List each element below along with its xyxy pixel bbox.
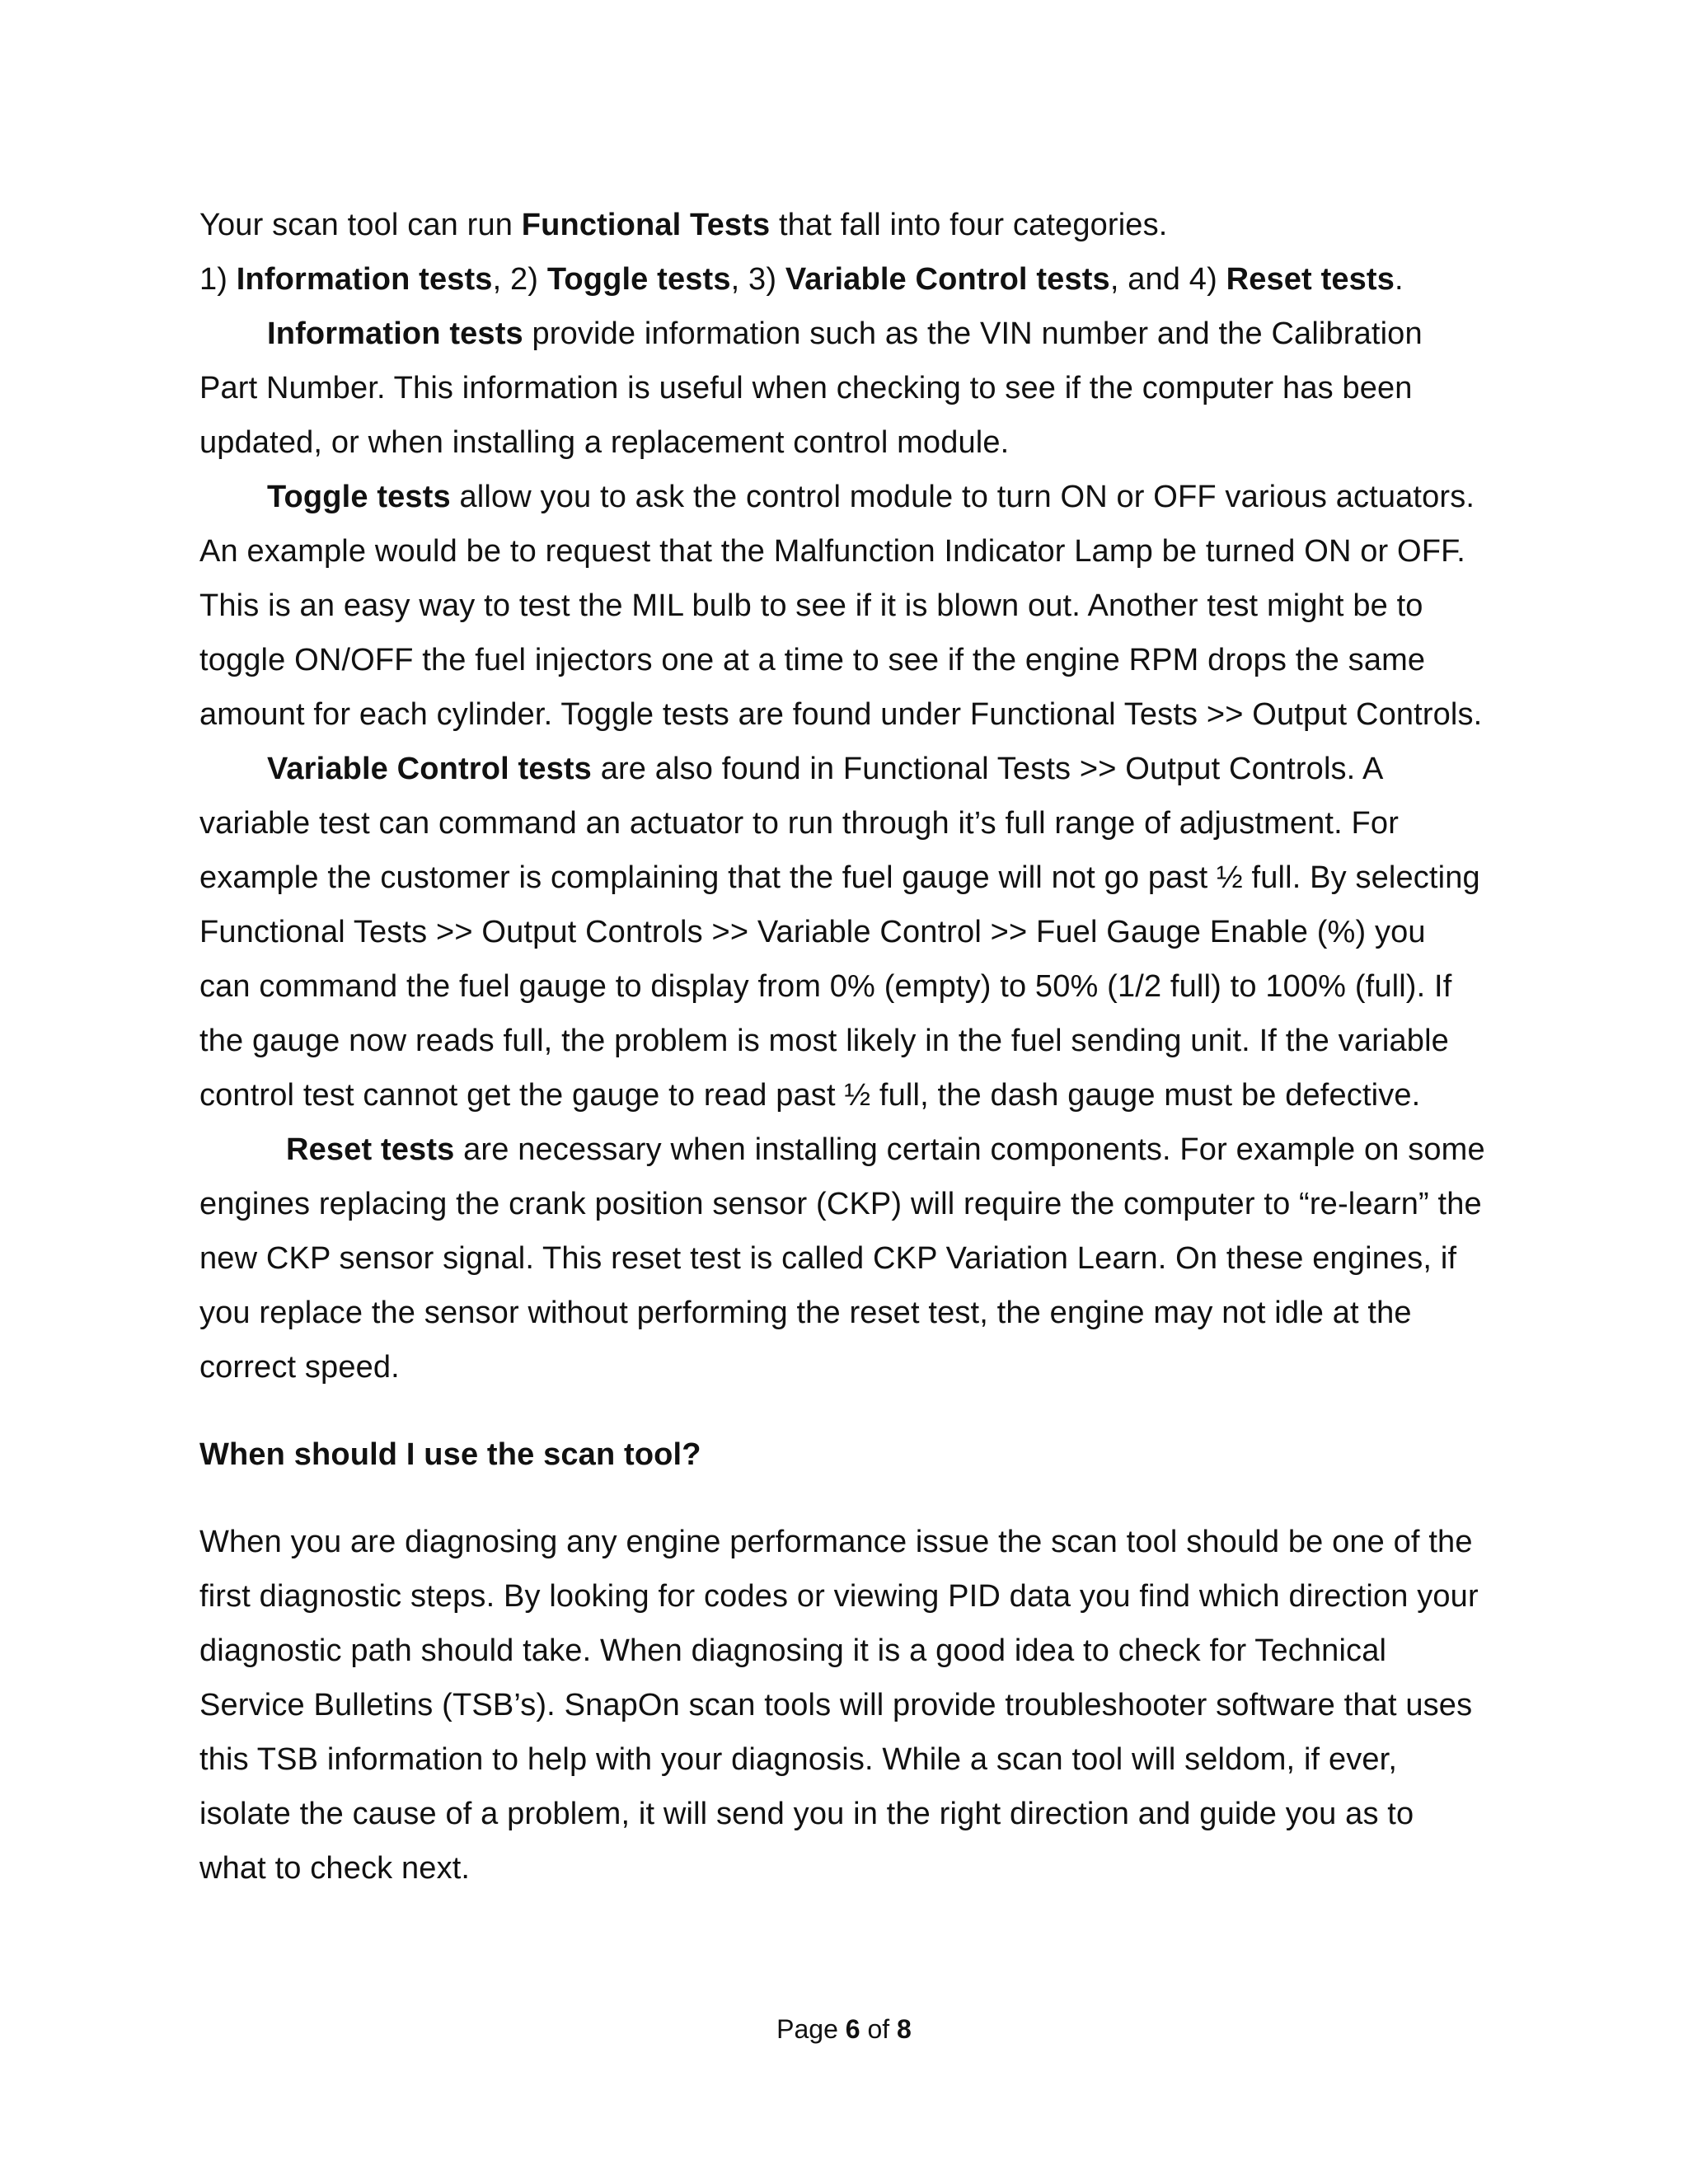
page-footer — [0, 2013, 1688, 2046]
intro-text-end: that fall into four categories. — [770, 208, 1168, 242]
reset-paragraph — [199, 1122, 1485, 1394]
page-number: 6 — [845, 2014, 860, 2044]
categories-line — [199, 252, 1485, 307]
category-variable: Variable Control tests — [785, 262, 1110, 297]
category-reset: Reset tests — [1226, 262, 1395, 297]
reset-text: are necessary when installing certain components. For example on some engines replacing the crank position sensor (CKP) will require the computer to “re-learn” the new CKP sensor signal. This reset test is called CKP Variation Learn. On these engines, if you replace the sensor without performing the reset test, the engine may not idle at the correct speed. — [199, 1132, 1485, 1385]
functional-tests-term: Functional Tests — [521, 208, 771, 242]
intro-line — [199, 198, 1485, 252]
toggle-paragraph — [199, 470, 1485, 742]
page-total: 8 — [897, 2014, 912, 2044]
section-heading: When should I use the scan tool? — [199, 1437, 701, 1472]
category-number: , and 4) — [1109, 262, 1226, 297]
category-information: Information tests — [236, 262, 493, 297]
variable-paragraph — [199, 742, 1485, 1122]
toggle-text: allow you to ask the control module to turn ON or OFF various actuators. An example would be to request that the Malfunction Indicator Lamp be turned ON or OFF. This is an easy way to test the MIL bulb to see if it is blown out. Another test might be to toggle ON/OFF the fuel injectors one at a time to see if the engine RPM drops the same amount for each cylinder. Toggle tests are found under Functional Tests >> Output Controls. — [199, 480, 1483, 732]
page-label: Page — [776, 2014, 846, 2044]
toggle-term: Toggle tests — [267, 480, 451, 514]
information-paragraph — [199, 307, 1485, 470]
category-number: , 3) — [730, 262, 785, 297]
category-number: 1) — [199, 262, 237, 297]
category-number: , 2) — [492, 262, 547, 297]
category-end: . — [1395, 262, 1404, 297]
variable-term: Variable Control tests — [267, 752, 592, 786]
page-of-label: of — [860, 2014, 898, 2044]
variable-text: are also found in Functional Tests >> Output Controls. A variable test can command an actuator to run through it’s full range of adjustment. For example the customer is complaining that the fuel gauge will not go past ½ full. By selecting Functional Tests >> Output Controls >> Variable Control >> Fuel Gauge Enable (%) you can command the fuel gauge to display from 0% (empty) to 50% (1/2 full) to 100% (full). If the gauge now reads full, the problem is most likely in the fuel sending unit. If the variable control test cannot get the gauge to read past ½ full, the dash gauge must be defective. — [199, 752, 1480, 1113]
information-term: Information tests — [267, 316, 523, 351]
section-body: When you are diagnosing any engine performance issue the scan tool should be one of the first diagnostic steps. By looking for codes or viewing PID data you find which direction your diagnostic path should take. When diagnosing it is a good idea to check for Technical Service Bulletins (TSB’s). SnapOn scan tools will provide troubleshooter software that uses this TSB information to help with your diagnosis. While a scan tool will seldom, if ever, isolate the cause of a problem, it will send you in the right direction and guide you as to what to check next. — [199, 1525, 1479, 1886]
reset-term: Reset tests — [286, 1132, 455, 1167]
category-toggle: Toggle tests — [546, 262, 731, 297]
page-content — [199, 198, 1485, 1896]
information-text: provide information such as the VIN number and the Calibration Part Number. This information is useful when checking to see if the computer has been updated, or when installing a replacement control module. — [199, 316, 1423, 460]
intro-text: Your scan tool can run — [199, 208, 522, 242]
